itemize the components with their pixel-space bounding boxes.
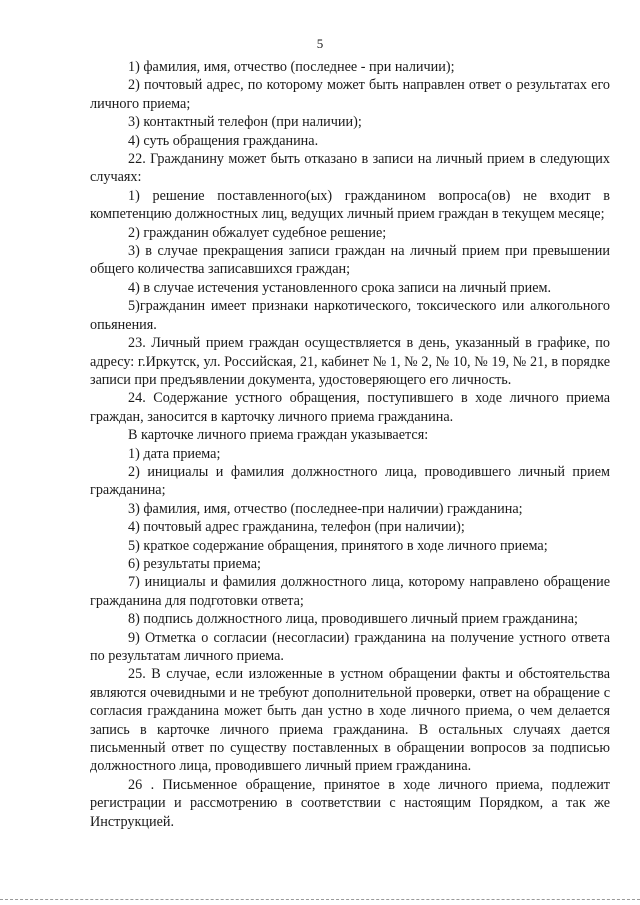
paragraph: 9) Отметка о согласии (несогласии) гражданина на получение устного ответа по результатам личного приема.	[90, 629, 610, 664]
paragraph: 23. Личный прием граждан осуществляется в день, указанный в графике, по адресу: г.Иркутск, ул. Российская, 21, кабинет № 1, № 2, № 10, № 19, № 21, в порядке записи при предъявлении документа, удостоверяющего его личность.	[90, 335, 610, 388]
paragraph: 1) дата приема;	[128, 445, 221, 462]
paragraph: 26 . Письменное обращение, принятое в ходе личного приема, подлежит регистрации и рассмотрению в соответствии с настоящим Порядком, а так же Инструкцией.	[90, 776, 610, 830]
paragraph: 1) фамилия, имя, отчество (последнее - при наличии);	[128, 59, 455, 75]
paragraph: 4) суть обращения гражданина.	[128, 132, 319, 149]
paragraph: 6) результаты приема;	[128, 555, 261, 572]
paragraph: 7) инициалы и фамилия должностного лица, которому направлено обращение гражданина для подготовки ответа;	[90, 574, 610, 609]
paragraph: 4) в случае истечения установленного срока записи на личный прием.	[128, 279, 552, 296]
footer-divider	[0, 899, 640, 901]
document-body	[90, 58, 610, 831]
page-number: 5	[316, 36, 324, 51]
paragraph: 5)гражданин имеет признаки наркотического, токсического или алкогольного опьянения.	[90, 298, 610, 333]
paragraph: 3) фамилия, имя, отчество (последнее-при наличии) гражданина;	[128, 500, 523, 517]
paragraph: 22. Гражданину может быть отказано в записи на личный прием в следующих случаях:	[90, 151, 610, 186]
paragraph: 2) почтовый адрес, по которому может быть направлен ответ о результатах его личного приема;	[90, 77, 610, 112]
paragraph: 4) почтовый адрес гражданина, телефон (при наличии);	[128, 519, 465, 536]
paragraph: 24. Содержание устного обращения, поступившего в ходе личного приема граждан, заносится в карточку личного приема гражданина.	[90, 390, 610, 425]
paragraph: 2) гражданин обжалует судебное решение;	[128, 224, 387, 241]
paragraph: 8) подпись должностного лица, проводившего личный прием гражданина;	[128, 611, 578, 628]
paragraph: В карточке личного приема граждан указывается:	[128, 427, 429, 444]
paragraph: 2) инициалы и фамилия должностного лица, проводившего личный прием гражданина;	[90, 463, 610, 499]
paragraph: 5) краткое содержание обращения, принятого в ходе личного приема;	[128, 537, 548, 554]
paragraph: 1) решение поставленного(ых) гражданином вопроса(ов) не входит в компетенцию должностных лиц, ведущих личный прием граждан в текущем месяце;	[90, 187, 610, 223]
paragraph: 3) в случае прекращения записи граждан на личный прием при превышении общего количества записавшихся граждан;	[90, 243, 610, 278]
paragraph: 25. В случае, если изложенные в устном обращении факты и обстоятельства являются очевидными и не требуют дополнительной проверки, ответ на обращение с согласия гражданина может быть дан устно в ходе личного приема, о чем делается запись в карточке личного приема гражданина. В остальных случаях дается письменный ответ по существу поставленных в обращении вопросов за подписью должностного лица, проводившего личный прием гражданина.	[90, 666, 610, 775]
paragraph: 3) контактный телефон (при наличии);	[128, 114, 362, 131]
